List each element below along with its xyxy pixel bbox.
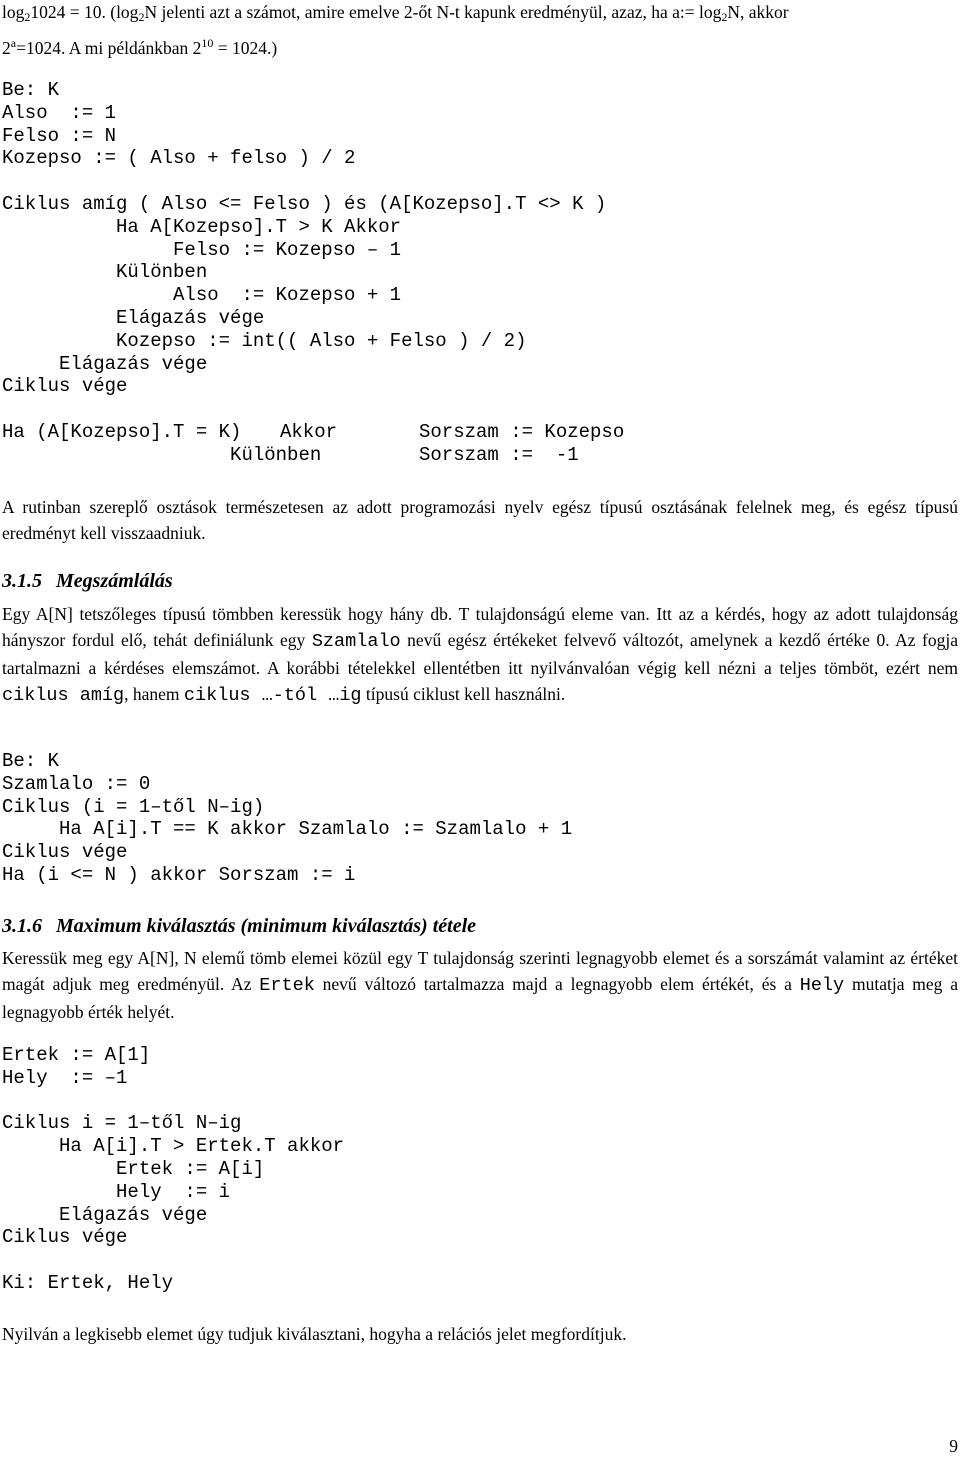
code-line: Különben — [2, 261, 208, 284]
paragraph-text: Keressük meg egy A[N], N elemű tömb elemei közül egy T tulajdonság szerinti legnagyobb elemet és a sorszámát valamint az értéket magát adjuk meg eredményül. Az — [2, 948, 958, 994]
maximum-paragraph — [2, 945, 958, 1025]
inline-code: Ertek — [259, 975, 315, 996]
code-line: Ertek := A[1] — [2, 1044, 151, 1066]
code-line: Elágazás vége — [2, 352, 208, 375]
inline-code: Szamlalo — [311, 631, 401, 652]
maximum-code — [2, 1044, 344, 1295]
intro-text: N jelenti azt a számot, amire emelve 2-őt N-t kapunk eredményül, azaz, ha a:= log — [144, 2, 722, 22]
superscript: a — [10, 36, 17, 50]
sorszam-assign-notfound: Sorszam := -1 — [419, 444, 579, 466]
code-line: Also := 1 — [2, 101, 117, 124]
code-line: Ki: Ertek, Hely — [2, 1271, 174, 1294]
code-line: Felso := Kozepso – 1 — [2, 238, 402, 261]
code-line: Különben — [2, 443, 322, 466]
code-line: Also := Kozepso + 1 — [2, 284, 402, 307]
minimum-note-paragraph: Nyilván a legkisebb elemet úgy tudjuk kiválasztani, hogyha a relációs jelet megfordítjuk. — [2, 1324, 627, 1344]
inline-code: ciklus amíg — [2, 685, 125, 706]
code-line: Hely := –1 — [2, 1066, 128, 1089]
division-note-paragraph: A rutinban szereplő osztások természetesen az adott programozási nyelv egész típusú osztásának felelnek meg, és egész típusú eredményt kell visszaadniuk. — [2, 497, 958, 543]
section-number: 3.1.5 — [2, 570, 42, 592]
code-line: Ha A[Kozepso].T > K Akkor — [2, 215, 402, 238]
paragraph-text: nevű egész értékeket felvevő változót, amelynek a kezdő értéke 0. Az fogja tartalmazni a kérdéses elemszámot. A korábbi tételekkel ellentétben itt nyilvánvalóan végig kell nézni a teljes tömböt, ezért nem — [2, 630, 959, 678]
paragraph-text: , hanem — [124, 684, 184, 704]
sorszam-assign-found: Sorszam := Kozepso — [419, 421, 625, 443]
section-heading-counting — [2, 568, 173, 594]
code-line: Hely := i — [2, 1180, 231, 1203]
akkor-keyword: Akkor — [280, 421, 338, 443]
paragraph-text: típusú ciklust kell használni. — [361, 684, 566, 704]
code-line: Kozepso := ( Also + felso ) / 2 — [2, 147, 356, 170]
code-line: Kozepso := int(( Also + Felso ) / 2) — [2, 329, 527, 352]
section-title: Maximum kiválasztás (minimum kiválasztás) tétele — [56, 915, 477, 937]
intro-text: 1024 = 10. (log — [30, 2, 139, 22]
intro-text: 2 — [2, 38, 11, 58]
code-line: Ha A[i].T == K akkor Szamlalo := Szamlalo + 1 — [2, 818, 573, 841]
paragraph-text: mutatja meg a legnagyobb érték helyét. — [2, 974, 958, 1022]
section-title: Megszámlálás — [56, 570, 173, 592]
code-line: Elágazás vége — [2, 306, 265, 329]
counting-paragraph — [2, 601, 958, 709]
paragraph-text: nevű változó tartalmazza majd a legnagyobb elem értékét, és a — [314, 974, 800, 994]
code-line: Ha A[i].T > Ertek.T akkor — [2, 1135, 345, 1158]
code-line: Ciklus vége — [2, 1226, 128, 1249]
code-line: Elágazás vége — [2, 1203, 208, 1226]
intro-paragraph — [2, 0, 958, 61]
superscript: 10 — [201, 36, 214, 50]
inline-code: Hely — [799, 975, 845, 996]
subscript: 2 — [138, 10, 145, 24]
code-line: Ha (i <= N ) akkor Sorszam := i — [2, 863, 356, 886]
code-line: Ciklus vége — [2, 841, 128, 864]
section-number: 3.1.6 — [2, 915, 42, 937]
page-number: 9 — [949, 1436, 958, 1456]
counting-code — [2, 750, 572, 887]
subscript: 2 — [721, 10, 728, 24]
section-heading-maximum — [2, 913, 476, 939]
code-line: Be: K — [2, 79, 60, 101]
code-line: Be: K — [2, 750, 60, 772]
intro-text: =1024. A mi példánkban 2 — [16, 38, 202, 58]
inline-code: ciklus …-tól …ig — [183, 685, 362, 706]
code-line: Ertek := A[i] — [2, 1157, 265, 1180]
code-line: Ciklus amíg ( Also <= Felso ) és (A[Kozepso].T <> K ) — [2, 192, 607, 215]
code-line: Ha (A[Kozepso].T = K) — [2, 420, 242, 443]
intro-text: log — [2, 2, 25, 22]
code-line: Ciklus vége — [2, 375, 128, 398]
subscript: 2 — [24, 10, 31, 24]
code-line: Felso := N — [2, 124, 117, 147]
intro-text: = 1024.) — [213, 38, 278, 58]
intro-text: N, akkor — [727, 2, 789, 22]
code-line: Ciklus (i = 1–től N–ig) — [2, 795, 265, 818]
paragraph-text: Egy A[N] tetszőleges típusú tömbben keressük hogy hány db. T tulajdonságú eleme van. Itt az a kérdés, hogy az adott tulajdonság hányszor fordul elő, tehát definiálunk egy — [2, 604, 958, 650]
binary-search-code — [2, 79, 606, 467]
code-line: Szamlalo := 0 — [2, 772, 151, 795]
code-line: Ciklus i = 1–től N–ig — [2, 1112, 242, 1135]
